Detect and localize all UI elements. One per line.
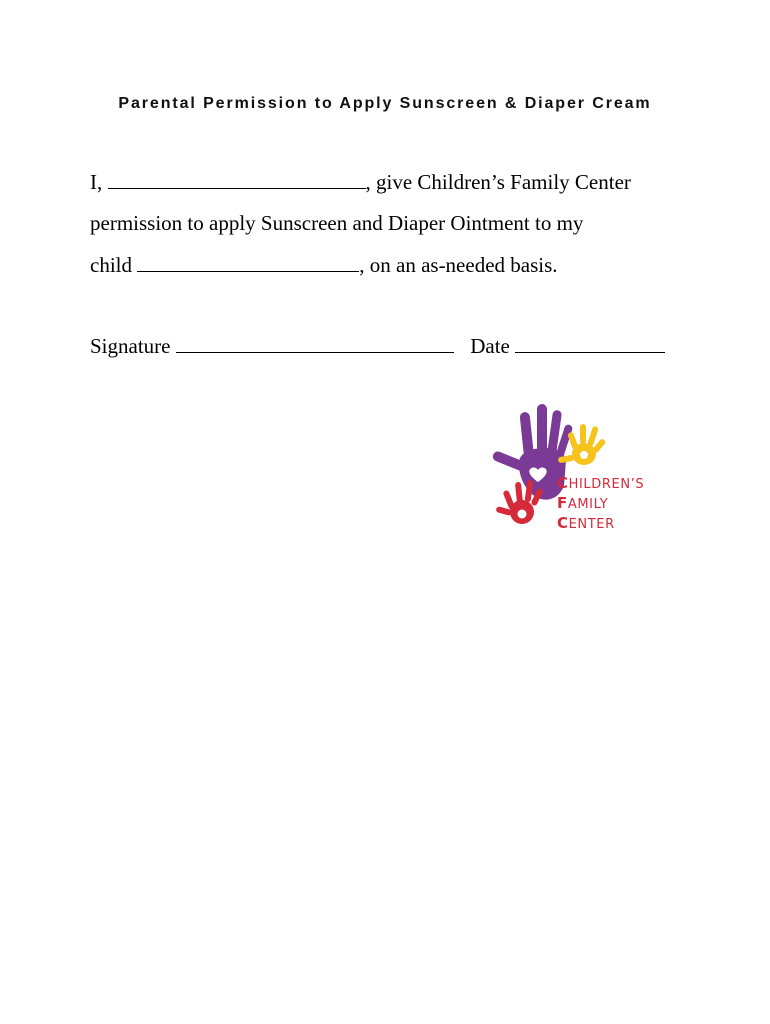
- permission-line-2: permission to apply Sunscreen and Diaper Ointment to my: [90, 211, 584, 235]
- logo-line-2: FAMILY: [557, 494, 609, 512]
- line1-suffix: , give Children’s Family Center: [365, 170, 631, 194]
- date-field[interactable]: [515, 334, 665, 353]
- line1-prefix: I,: [90, 170, 108, 194]
- child-name-field[interactable]: [137, 253, 359, 272]
- document-title: Parental Permission to Apply Sunscreen & Diaper Cream: [118, 95, 652, 112]
- signature-line: [90, 334, 665, 359]
- permission-line-1: [90, 170, 631, 195]
- logo-line-1: CHILDREN’S: [557, 474, 645, 492]
- date-label: Date: [470, 334, 516, 358]
- line3-prefix: child: [90, 253, 138, 277]
- line3-suffix: , on an as-needed basis.: [359, 253, 558, 277]
- permission-line-3: [90, 253, 558, 278]
- signature-field[interactable]: [176, 334, 454, 353]
- parent-name-field[interactable]: [108, 170, 366, 189]
- childrens-family-center-logo: [486, 400, 656, 535]
- logo-line-3: CENTER: [557, 514, 615, 532]
- signature-label: Signature: [90, 334, 176, 358]
